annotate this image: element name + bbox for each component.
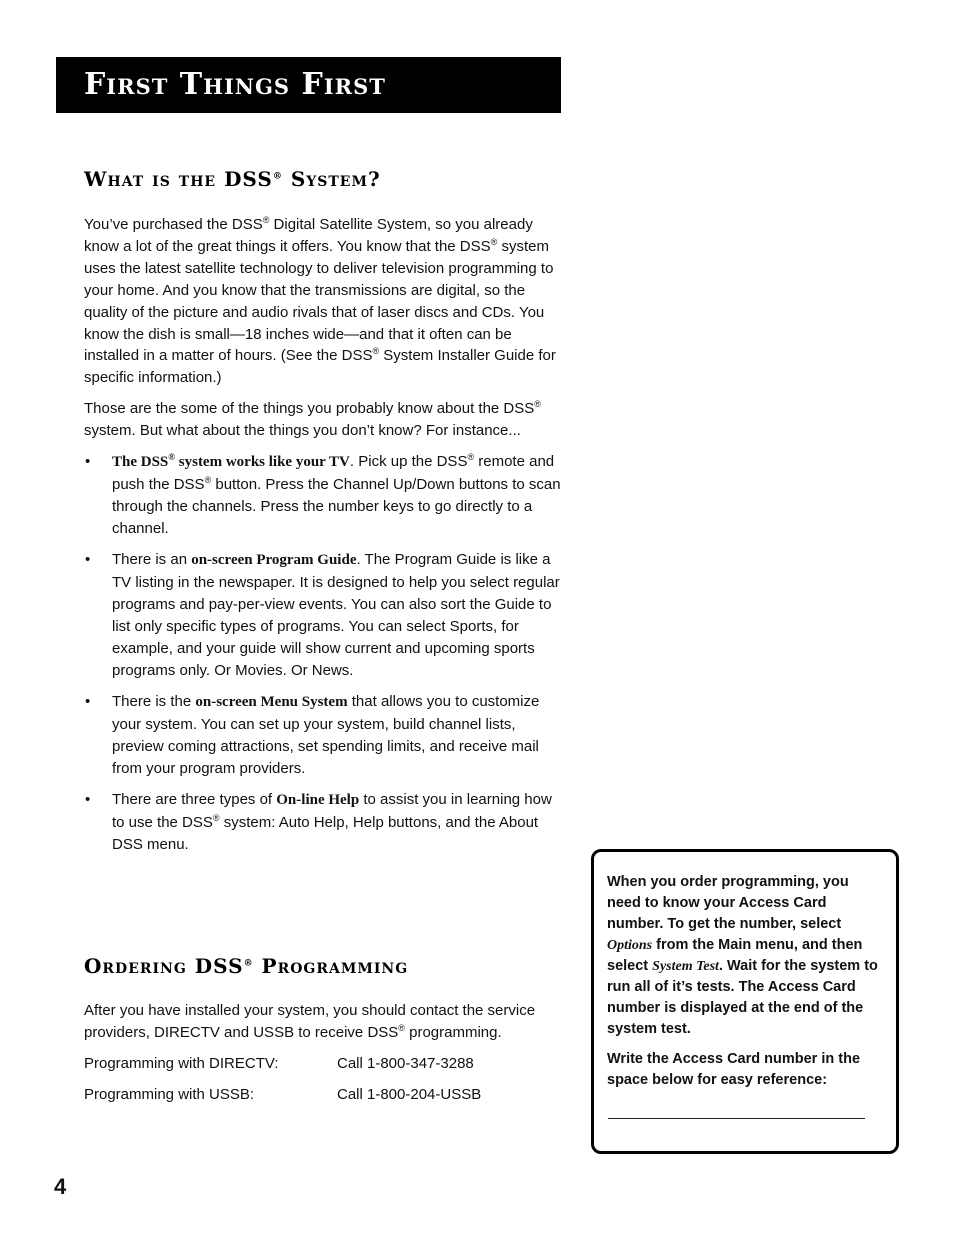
ordering-paragraph: After you have installed your system, you should contact the service providers, DIRECTV and USSB to receive DSS® programming.: [84, 1002, 536, 1041]
system-test-name: System Test: [652, 959, 719, 974]
contact-row-ussb: [84, 1084, 562, 1106]
write-in-line: [608, 1118, 865, 1119]
note-instruction: Write the Access Card number in the space below for easy reference:: [607, 1051, 861, 1088]
contact-label: Programming with USSB:: [84, 1085, 255, 1103]
section-body-ordering: [84, 1000, 562, 1115]
banner-title: First Things First: [84, 67, 386, 102]
intro-paragraph: You’ve purchased the DSS® Digital Satellite System, so you already know a lot of the great things it offers. You know that the DSS® system uses the latest satellite technology to deliver television programming to your home. And you know that the transmissions are digital, so the quality of the picture and audio rivals that of laser discs and CDs. You know the dish is small—18 inches wide—and that it often can be installed in a matter of hours. (See the DSS® System Installer Guide for specific information.): [84, 215, 556, 387]
page-number: 4: [54, 1174, 67, 1199]
section-heading-ordering: Ordering DSS® Programming: [84, 954, 409, 978]
options-menu-name: Options: [607, 938, 653, 953]
contact-phone: Call 1-800-347-3288: [337, 1054, 474, 1072]
list-item: • There is an on-screen Program Guide. The Program Guide is like a TV listing in the newspaper. It is designed to help you select regular programs and pay-per-view events. You can also sort the Guide to list only specific types of programs. You can select Sports, for example, and your guide will show current and upcoming sports programs only. Or Movies. Or News.: [85, 551, 560, 679]
section-banner: [56, 57, 561, 113]
followup-paragraph: Those are the some of the things you probably know about the DSS® system. But what about the things you don’t know? For instance...: [84, 399, 541, 440]
contact-label: Programming with DIRECTV:: [84, 1054, 279, 1072]
note-paragraph: When you order programming, you need to know your Access Card number. To get the number, select Options from the Main menu, and then select System Test. Wait for the system to run all of it’s tests. The Access Card number is displayed at the end of the system test.: [607, 874, 878, 1037]
list-item: • The DSS® system works like your TV. Pick up the DSS® remote and push the DSS® button. Press the Channel Up/Down buttons to scan through the channels. Press the number keys to go directly to a channel.: [85, 452, 561, 537]
feature-list: [84, 451, 562, 856]
access-card-note-box: [591, 849, 899, 1154]
list-item: • There are three types of On-line Help to assist you in learning how to use the DSS® system: Auto Help, Help buttons, and the About DSS menu.: [85, 791, 552, 854]
section-body-dss-system: [84, 214, 562, 865]
list-item: • There is the on-screen Menu System that allows you to customize your system. You can set up your system, build channel lists, preview coming attractions, set spending limits, and receive mail from your program providers.: [85, 693, 540, 777]
contact-row-directv: [84, 1053, 562, 1075]
section-heading-dss-system: What is the DSS® System?: [84, 167, 381, 191]
contact-phone: Call 1-800-204-USSB: [337, 1085, 482, 1103]
